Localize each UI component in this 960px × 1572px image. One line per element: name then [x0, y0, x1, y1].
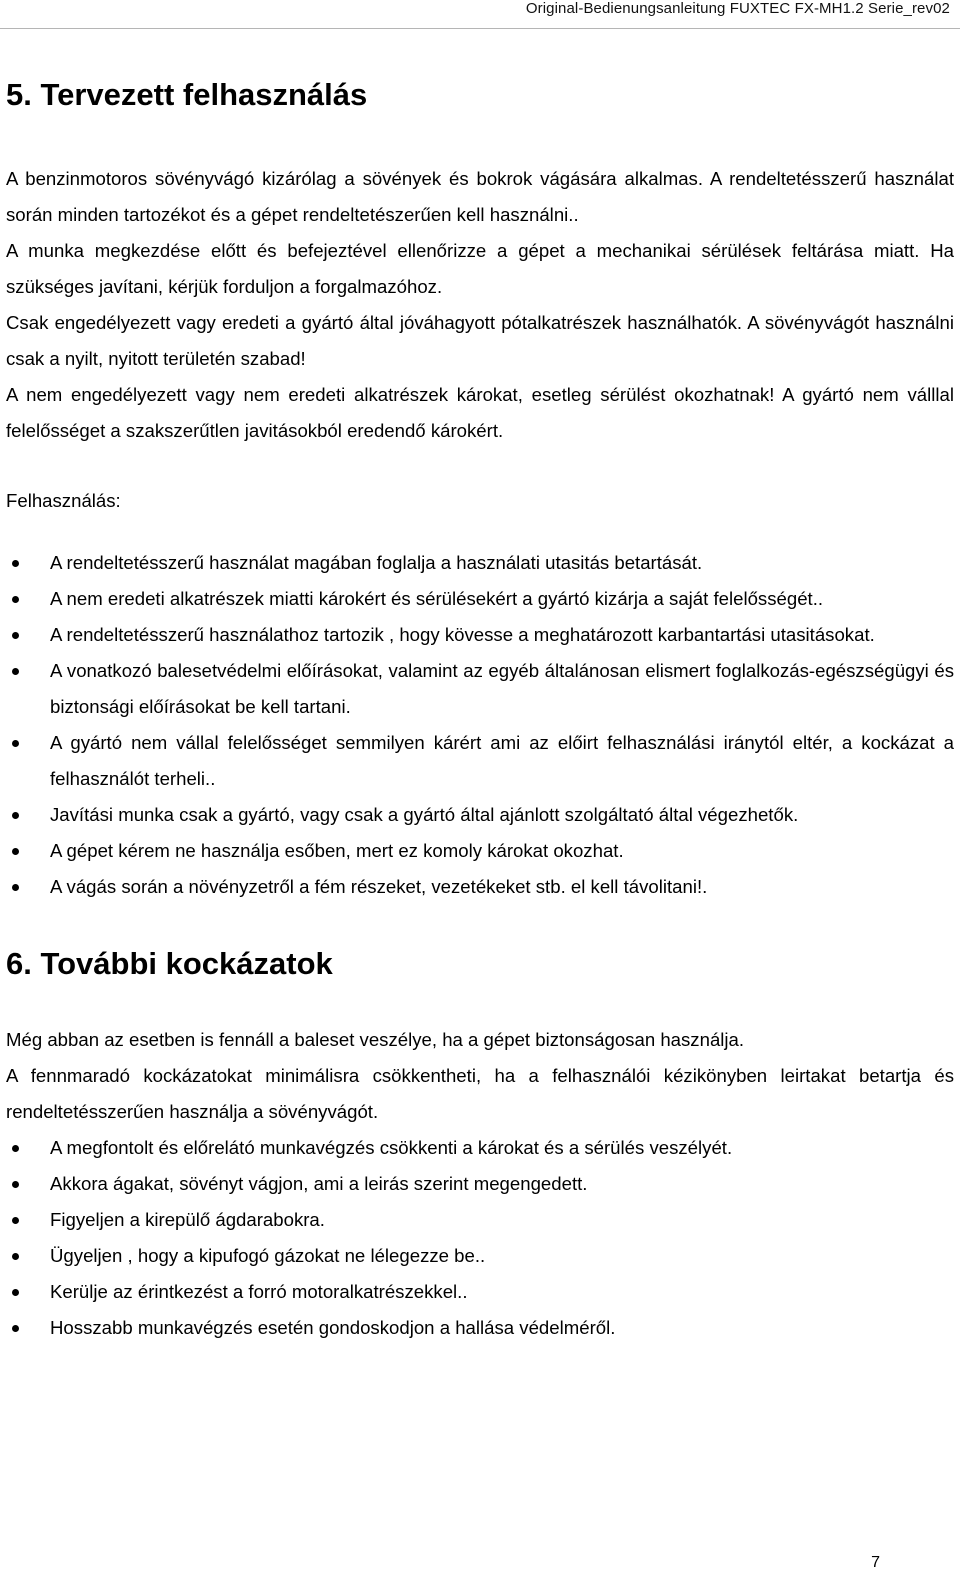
list-item-text: Hosszabb munkavégzés esetén gondoskodjon a hallása védelméről. — [50, 1317, 616, 1339]
bullet-icon — [12, 668, 19, 675]
list-item — [6, 545, 954, 581]
list-item-text: Ügyeljen , hogy a kipufogó gázokat ne lélegezze be.. — [50, 1245, 486, 1267]
page-content — [6, 76, 954, 1346]
list-item — [6, 1310, 954, 1346]
section-5-paragraph-3: Csak engedélyezett vagy eredeti a gyártó által jóváhagyott pótalkatrészek használhatók. A sövényvágót használni csak a nyilt, nyitott területén szabad! — [6, 312, 954, 370]
bullet-icon — [12, 1325, 19, 1332]
list-item — [6, 1238, 954, 1274]
bullet-icon — [12, 740, 19, 747]
usage-list — [6, 545, 954, 905]
running-header: Original-Bedienungsanleitung FUXTEC FX-MH1.2 Serie_rev02 — [525, 0, 950, 17]
list-item — [6, 581, 954, 617]
page-number: 7 — [871, 1554, 880, 1571]
list-item-text: A nem eredeti alkatrészek miatti károkért és sérülésekért a gyártó kizárja a saját felelősségét.. — [50, 588, 824, 610]
list-item — [6, 1166, 954, 1202]
list-item — [6, 1130, 954, 1166]
section-5-paragraph-1: A benzinmotoros sövényvágó kizárólag a sövények és bokrok vágására alkalmas. A rendeltetésszerű használat során minden tartozékot és a gépet rendeltetészerűen kell használni.. — [6, 168, 954, 226]
section-6-paragraph-1: Még abban az esetben is fennáll a baleset veszélye, ha a gépet biztonságosan használja. — [6, 1029, 745, 1051]
list-item — [6, 1274, 954, 1310]
bullet-icon — [12, 1253, 19, 1260]
risk-list — [6, 1130, 954, 1346]
list-item — [6, 725, 954, 797]
bullet-icon — [12, 596, 19, 603]
section-5-paragraph-2: A munka megkezdése előtt és befejeztével ellenőrizze a gépet a mechanikai sérülések feltárása miatt. Ha szükséges javítani, kérjük forduljon a forgalmazóhoz. — [6, 240, 954, 298]
list-item-text: A gyártó nem vállal felelősséget semmilyen kárért ami az előirt felhasználási iránytól eltér, a kockázat a felhasználót terheli.. — [50, 732, 954, 790]
list-item — [6, 869, 954, 905]
list-item — [6, 833, 954, 869]
bullet-icon — [12, 1145, 19, 1152]
bullet-icon — [12, 560, 19, 567]
list-item-text: Akkora ágakat, sövényt vágjon, ami a leirás szerint megengedett. — [50, 1173, 588, 1195]
list-item-text: A megfontolt és előrelátó munkavégzés csökkenti a károkat és a sérülés veszélyét. — [50, 1137, 733, 1159]
bullet-icon — [12, 1181, 19, 1188]
list-item-text: Kerülje az érintkezést a forró motoralkatrészekkel.. — [50, 1281, 468, 1303]
list-item-text: Javítási munka csak a gyártó, vagy csak a gyártó által ajánlott szolgáltató által végezhetők. — [50, 804, 799, 826]
list-item — [6, 1202, 954, 1238]
bullet-icon — [12, 632, 19, 639]
section-6-paragraph-2: A fennmaradó kockázatokat minimálisra csökkentheti, ha a felhasználói kézikönyben leirtakat betartja és rendeltetésszerűen használja a sövényvágót. — [6, 1065, 954, 1123]
list-item — [6, 797, 954, 833]
bullet-icon — [12, 848, 19, 855]
section-6-title: 6. További kockázatok — [6, 946, 333, 982]
list-item-text: A rendeltetésszerű használat magában foglalja a használati utasitás betartását. — [50, 552, 703, 574]
bullet-icon — [12, 1217, 19, 1224]
bullet-icon — [12, 812, 19, 819]
bullet-icon — [12, 1289, 19, 1296]
section-5-title: 5. Tervezett felhasználás — [6, 77, 368, 112]
header-divider — [0, 28, 960, 29]
list-item — [6, 653, 954, 725]
list-item-text: A vonatkozó balesetvédelmi előírásokat, valamint az egyéb általánosan elismert foglalkozás-egészségügyi és biztonsági előírásokat be kell tartani. — [50, 660, 954, 718]
usage-label: Felhasználás: — [6, 490, 121, 512]
list-item — [6, 617, 954, 653]
list-item-text: A vágás során a növényzetről a fém részeket, vezetékeket stb. el kell távolitani!. — [50, 876, 708, 898]
list-item-text: Figyeljen a kirepülő ágdarabokra. — [50, 1209, 325, 1231]
list-item-text: A rendeltetésszerű használathoz tartozik , hogy kövesse a meghatározott karbantartási utasitásokat. — [50, 624, 875, 646]
list-item-text: A gépet kérem ne használja esőben, mert ez komoly károkat okozhat. — [50, 840, 624, 862]
bullet-icon — [12, 884, 19, 891]
section-5-paragraph-4: A nem engedélyezett vagy nem eredeti alkatrészek károkat, esetleg sérülést okozhatnak! A gyártó nem válllal felelősséget a szakszerűtlen javitásokból eredendő károkért. — [6, 384, 954, 442]
